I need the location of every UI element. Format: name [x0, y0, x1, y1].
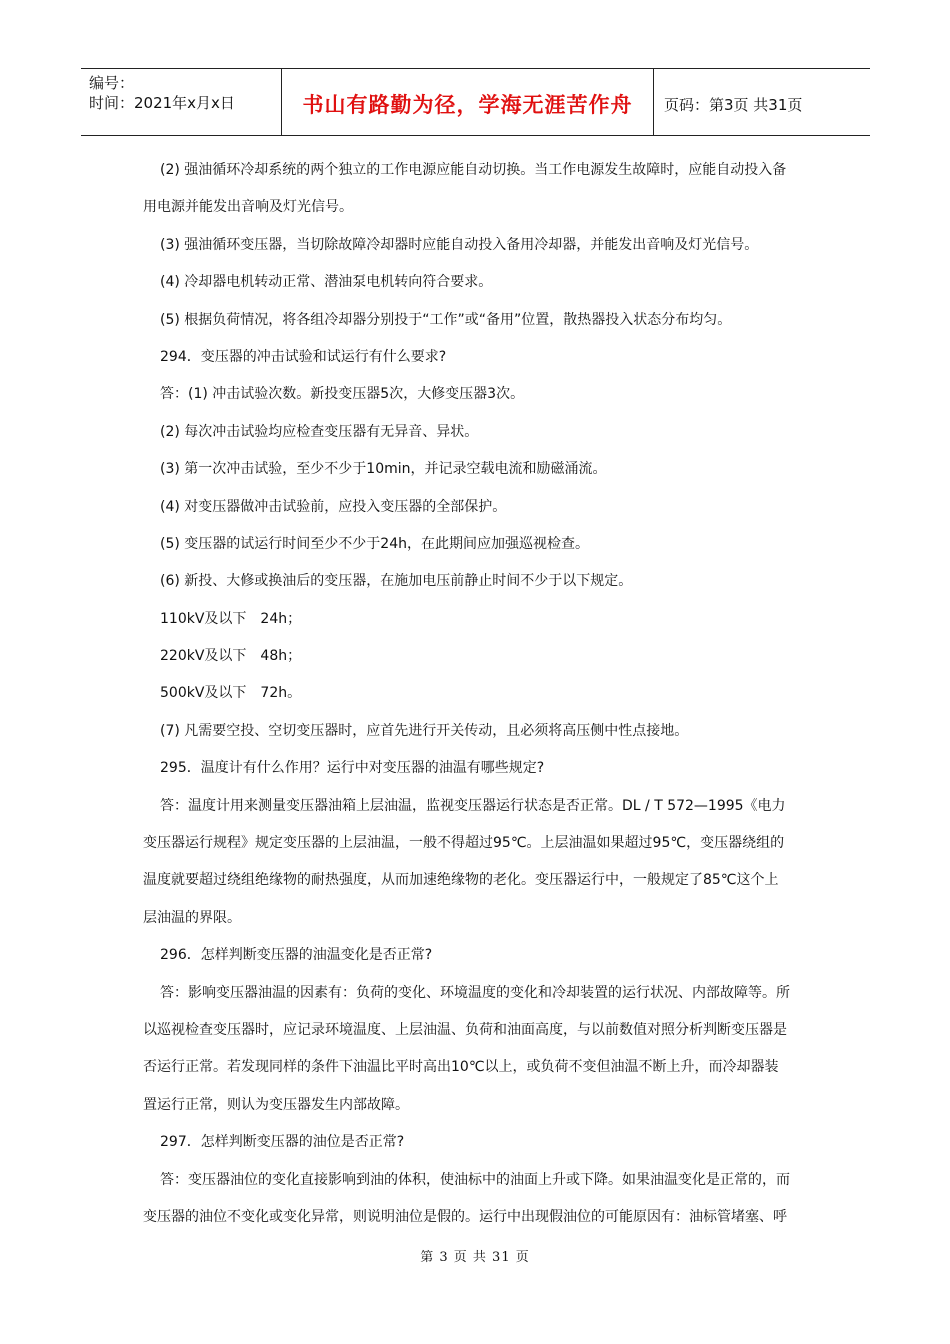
text-line: (2) 强油循环冷却系统的两个独立的工作电源应能自动切换。当工作电源发生故障时，应能自动投入备 — [160, 162, 787, 178]
document-date-label: 时间：2021年x月x日 — [89, 94, 235, 112]
document-body — [143, 152, 809, 1236]
text-line: (2) 每次冲击试验均应检查变压器有无异音、异状。 — [160, 423, 479, 440]
document-number-label: 编号： — [89, 74, 135, 92]
text-line: 变压器运行规程》规定变压器的上层油温，一般不得超过95℃。上层油温如果超过95℃，变压器绕组的 — [143, 835, 785, 852]
text-line: 变压器的油位不变化或变化异常，则说明油位是假的。运行中出现假油位的可能原因有：油标管堵塞、呼 — [143, 1208, 787, 1225]
text-line: 层油温的界限。 — [143, 909, 241, 926]
header-motto: 书山有路勤为径，学海无涯苦作舟 — [281, 69, 654, 135]
header-meta — [81, 69, 281, 135]
text-line: 答：(1) 冲击试验次数。新投变压器5次，大修变压器3次。 — [160, 386, 525, 403]
text-line: 置运行正常，则认为变压器发生内部故障。 — [143, 1096, 409, 1113]
text-line: (6) 新投、大修或换油后的变压器，在施加电压前静止时间不少于以下规定。 — [160, 573, 633, 590]
page-footer: 第 3 页 共 31 页 — [420, 1250, 530, 1265]
text-line: 220kV及以下 48h； — [160, 648, 302, 665]
text-line: (4) 对变压器做冲击试验前，应投入变压器的全部保护。 — [160, 498, 507, 515]
text-line: 答：温度计用来测量变压器油箱上层油温，监视变压器运行状态是否正常。DL / T 572—1995《电力 — [160, 797, 786, 814]
text-line: (4) 冷却器电机转动正常、潜油泵电机转向符合要求。 — [160, 274, 493, 291]
text-line: (5) 变压器的试运行时间至少不少于24h，在此期间应加强巡视检查。 — [160, 535, 589, 552]
page-header — [81, 68, 870, 136]
text-line: 答：影响变压器油温的因素有：负荷的变化、环境温度的变化和冷却装置的运行状况、内部故障等。所 — [160, 984, 790, 1001]
text-line: 297．怎样判断变压器的油位是否正常? — [160, 1134, 405, 1151]
header-page-indicator: 页码：第3页 共31页 — [664, 95, 803, 114]
text-line: 用电源并能发出音响及灯光信号。 — [143, 199, 353, 216]
text-line: 295．温度计有什么作用？运行中对变压器的油温有哪些规定? — [160, 760, 545, 777]
text-line: 110kV及以下 24h； — [160, 610, 302, 627]
text-line: (3) 第一次冲击试验，至少不少于10min，并记录空载电流和励磁涌流。 — [160, 461, 607, 478]
text-line: 答：变压器油位的变化直接影响到油的体积，使油标中的油面上升或下降。如果油温变化是正常的，而 — [160, 1171, 790, 1188]
text-line: (5) 根据负荷情况，将各组冷却器分别投于“工作”或“备用”位置，散热器投入状态分布均匀。 — [160, 311, 732, 328]
text-line: (3) 强油循环变压器，当切除故障冷却器时应能自动投入备用冷却器，并能发出音响及灯光信号。 — [160, 236, 759, 253]
text-line: 以巡视检查变压器时，应记录环境温度、上层油温、负荷和油面高度，与以前数值对照分析判断变压器是 — [143, 1021, 787, 1038]
text-line: 温度就要超过绕组绝缘物的耐热强度，从而加速绝缘物的老化。变压器运行中，一般规定了85℃这个上 — [143, 872, 779, 889]
text-line: 否运行正常。若发现同样的条件下油温比平时高出10℃以上，或负荷不变但油温不断上升，而冷却器装 — [143, 1059, 779, 1076]
text-line: 294．变压器的冲击试验和试运行有什么要求? — [160, 348, 447, 365]
text-line: (7) 凡需要空投、空切变压器时，应首先进行开关传动，且必须将高压侧中性点接地。 — [160, 722, 689, 739]
text-line: 500kV及以下 72h。 — [160, 685, 302, 702]
text-line: 296．怎样判断变压器的油温变化是否正常? — [160, 947, 433, 964]
